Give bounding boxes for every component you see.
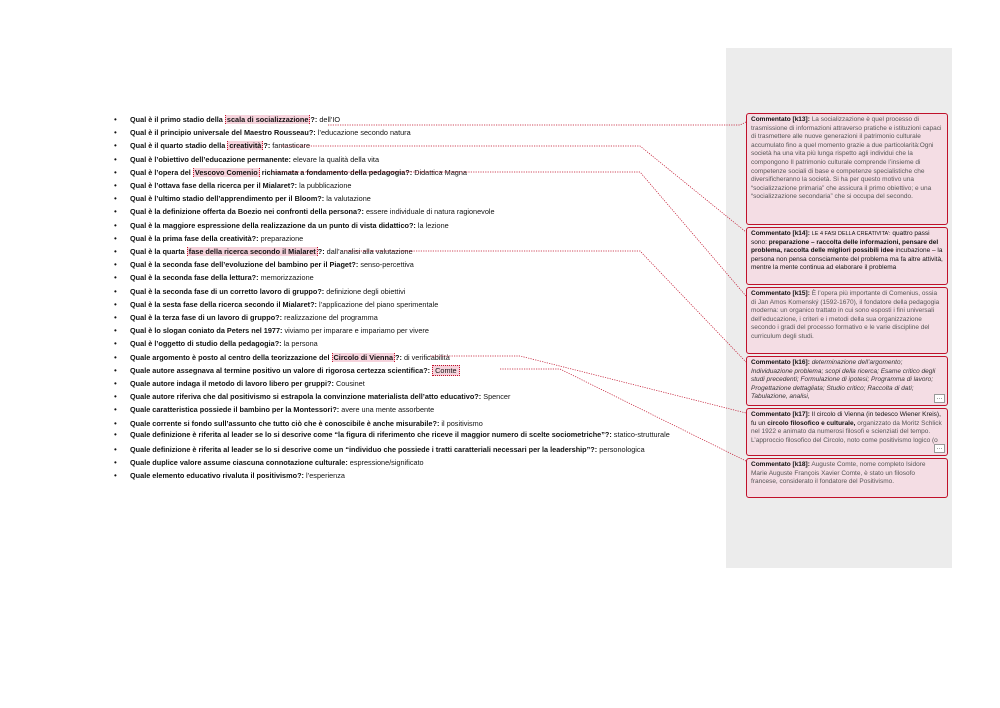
comment-heading: LE 4 FASI DELLA CREATIVITA’: (811, 231, 891, 237)
comment-k15[interactable] (746, 287, 948, 354)
comment-text: incubazione – la persona non pensa consciamente del problema ma fa altre attività, mentre la mente continua ad elaborare il problema (751, 247, 943, 272)
comment-k13[interactable] (746, 113, 948, 225)
question-suffix: richiamata a fondamento della pedagogia?: (259, 167, 413, 177)
expand-comment-button[interactable]: … (934, 444, 945, 453)
question-text: Qual è la terza fase di un lavoro di gruppo?: (130, 313, 283, 323)
comment-text: quattro passi sono: (751, 230, 930, 246)
question-item (112, 298, 717, 311)
question-prefix: Qual è l’opera del (130, 167, 193, 177)
answer-text: avere una mente assorbente (341, 405, 435, 415)
comment-k16[interactable] (746, 356, 948, 406)
question-text: Qual è l’oggetto di studio della pedagogia?: (130, 339, 282, 349)
answer-text: di verificabilità (403, 352, 450, 362)
comment-anchor[interactable]: creatività (229, 141, 262, 151)
answer-text: elevare la qualità della vita (293, 154, 380, 164)
answer-text: memorizzazione (260, 273, 314, 283)
question-text: Quale corrente si fondo sull’assunto che tutto ciò che è conoscibile è anche misurabile?: (130, 418, 440, 428)
question-prefix: Qual è la quarta (130, 247, 187, 257)
question-item (112, 377, 717, 390)
question-text: Qual è il principio universale del Maestro Rousseau?: (130, 128, 316, 138)
comment-text: Auguste Comte, nome completo Isidore Marie Auguste François Xavier Comte, è stato un filosofo francese, considerato il fondatore del Positivismo. (751, 461, 926, 486)
question-text: Quale caratteristica possiede il bambino per la Montessori?: (130, 405, 340, 415)
question-suffix: ?: (317, 247, 325, 257)
question-text: Quale autore indaga il metodo di lavoro libero per gruppi?: (130, 379, 334, 389)
answer-text: Didattica Magna (414, 167, 467, 177)
answer-text[interactable]: Comte (432, 365, 460, 376)
question-item (112, 456, 717, 469)
question-item (112, 271, 717, 284)
comment-text: È l’opera più importante di Comenius, ossia di Jan Amos Komenský (1592-1670), il fondatore della pedagogia moderna: un organico trattato in cui sono esposti i fini universali dell’educazione, i criteri e i metodi della sua organizzazione secondo i gradi del processo formativo e le varie discipline del curriculum degli studi. (751, 290, 940, 340)
question-item (112, 232, 717, 245)
comment-anchor[interactable]: fase della ricerca secondo il Mialaret (188, 247, 316, 257)
question-prefix: Qual è il quarto stadio della (130, 141, 228, 151)
answer-text: la pubblicazione (299, 181, 352, 191)
comment-bold-text: circolo filosofico e culturale, (767, 419, 856, 427)
question-text (130, 353, 402, 362)
question-text (130, 247, 325, 256)
question-text: Qual è la seconda fase della lettura?: (130, 273, 259, 283)
question-text: Quale duplice valore assume ciascuna connotazione culturale: (130, 458, 348, 468)
answer-text: l’esperienza (306, 471, 345, 481)
comment-text: organizzato da Moritz Schlick nel 1922 e animato da numerosi filosofi e scienziati del tempo. L’approccio filosofico del Circolo, noto come positivismo logico (o (751, 419, 942, 444)
question-item (112, 153, 717, 166)
answer-text: dell’IO (319, 115, 341, 124)
answer-text: l’educazione secondo natura (317, 128, 411, 138)
comment-anchor[interactable]: Circolo di Vienna (333, 352, 394, 362)
answer-text: essere individuale di natura ragionevole (365, 207, 495, 217)
question-item (112, 417, 717, 430)
question-item (112, 126, 717, 139)
question-text: Qual è l’obiettivo dell’educazione permanente: (130, 154, 291, 164)
question-suffix: ?: (395, 352, 402, 362)
comment-anchor[interactable]: scala di socializzazione (226, 115, 309, 124)
answer-text: la lezione (417, 220, 449, 230)
question-item (112, 364, 717, 377)
comment-tag: Commentato [k17]: (751, 411, 810, 418)
question-item (112, 139, 717, 152)
question-list (112, 113, 717, 482)
answer-text: viviamo per imparare e impariamo per vivere (284, 326, 429, 336)
comment-anchor[interactable]: Vescovo Comenio (194, 167, 258, 177)
question-suffix: ?: (263, 141, 271, 151)
comment-text: La socializzazione è quel processo di trasmissione di informazioni attraverso pratiche e istituzioni capaci di trasmettere alle nuove generazioni il patrimonio culturale accumulato fino a quel momento grazie a due particolarità:Ogni società ha una vita più lunga rispetto agli individui che la compongono Il patrimonio culturale comprende l’insieme di competenze sociali di base e competenze specialistiche che diversificheranno la società. Si ha per questo motivo una “socializzazione primaria” che assicura il primo obiettivo; e una “socializzazione secondaria” che si occupa del secondo. (751, 116, 942, 201)
answer-text: fantasticare (272, 141, 311, 151)
answer-text: senso-percettiva (360, 260, 414, 270)
question-text (130, 141, 270, 150)
question-text: Qual è la prima fase della creatività?: (130, 233, 259, 243)
question-suffix: ?: (310, 115, 318, 124)
question-text: Qual è l’ultimo stadio dell’apprendimento per il Bloom?: (130, 194, 325, 204)
answer-text: il positivismo (441, 418, 483, 428)
question-item (112, 285, 717, 298)
question-item (112, 351, 717, 364)
question-item (112, 311, 717, 324)
question-item (112, 443, 717, 456)
question-item (112, 430, 717, 440)
answer-text: definizione degli obiettivi (326, 286, 406, 296)
comment-text: Il circolo di Vienna (in tedesco Wiener Kreis), fu un (751, 411, 941, 427)
question-item (112, 245, 717, 258)
question-text: Qual è la maggiore espressione della realizzazione da un punto di vista didattico?: (130, 220, 416, 230)
comment-k18[interactable] (746, 458, 948, 498)
answer-text: realizzazione del programma (284, 313, 378, 323)
comment-text: determinazione dell’argomento; Individuazione problema; scopi della ricerca; Esame critico degli studi precedenti; Formulazione di ipotesi; Programma di lavoro; Progettazione dettagliata; Studio critico; Raccolta di dati; Tabulazione, analisi, (751, 359, 936, 401)
question-item (112, 258, 717, 271)
comment-tag: Commentato [k15]: (751, 290, 810, 297)
question-item (112, 469, 717, 482)
question-item (112, 219, 717, 232)
question-item (112, 205, 717, 218)
answer-text: dall’analisi alla valutazione (326, 247, 413, 257)
question-item (112, 390, 717, 403)
answer-text: la valutazione (326, 194, 371, 204)
expand-comment-button[interactable]: … (934, 394, 945, 403)
question-text: Qual è la definizione offerta da Boezio nei confronti della persona?: (130, 207, 364, 217)
question-text: Quale autore riferiva che dal positivismo si estrapola la convinzione materialista dell’atto educativo?: (130, 392, 482, 402)
question-item (112, 179, 717, 192)
question-text: Quale elemento educativo rivaluta il positivismo?: (130, 471, 304, 481)
question-item (112, 166, 717, 179)
question-item (112, 113, 717, 126)
comment-bold-text: preparazione – raccolta delle informazioni, pensare del problema, raccolta delle migliori possibili idee (751, 238, 939, 255)
question-text (130, 168, 412, 177)
comment-tag: Commentato [k16]: (751, 359, 810, 366)
question-text (130, 115, 317, 124)
question-text: Quale definizione è riferita al leader se lo si descrive come “la figura di riferimento che riceve il maggior numero di scelte sociometriche”?: (130, 429, 612, 439)
answer-text: preparazione (260, 233, 304, 243)
question-text: Qual è la sesta fase della ricerca secondo il Mialaret?: (130, 299, 317, 309)
question-text: Qual è lo slogan coniato da Peters nel 1977: (130, 326, 283, 336)
question-item (112, 337, 717, 350)
comment-tag: Commentato [k18]: (751, 461, 810, 468)
question-item (112, 403, 717, 416)
comment-k17[interactable] (746, 408, 948, 456)
answer-text: Spencer (483, 392, 511, 402)
answer-text: Cousinet (335, 379, 365, 389)
question-prefix: Qual è il primo stadio della (130, 115, 225, 124)
answer-text: l’applicazione del piano sperimentale (319, 299, 439, 309)
comment-tag: Commentato [k13]: (751, 116, 810, 123)
answer-text: la persona (283, 339, 318, 349)
question-text: Quale definizione è riferita al leader se lo si descrive come un “individuo che possiede i tratti caratteriali necessari per la leadership”?: (130, 444, 598, 454)
comment-tag: Commentato [k14]: (751, 230, 810, 237)
question-text: Quale autore assegnava al termine positivo un valore di rigorosa certezza scientifica?: (130, 365, 431, 375)
answer-text: statico-strutturale (613, 429, 670, 439)
question-text: Qual è la seconda fase di un corretto lavoro di gruppo?: (130, 286, 325, 296)
question-text: Qual è l’ottava fase della ricerca per il Mialaret?: (130, 181, 298, 191)
question-text: Qual è la seconda fase dell’evoluzione del bambino per il Piaget?: (130, 260, 359, 270)
question-item (112, 324, 717, 337)
question-item (112, 192, 717, 205)
answer-text: espressione/significato (349, 458, 424, 468)
comment-k14[interactable] (746, 227, 948, 285)
answer-text: personologica (599, 444, 645, 454)
question-prefix: Quale argomento è posto al centro della teorizzazione del (130, 352, 332, 362)
